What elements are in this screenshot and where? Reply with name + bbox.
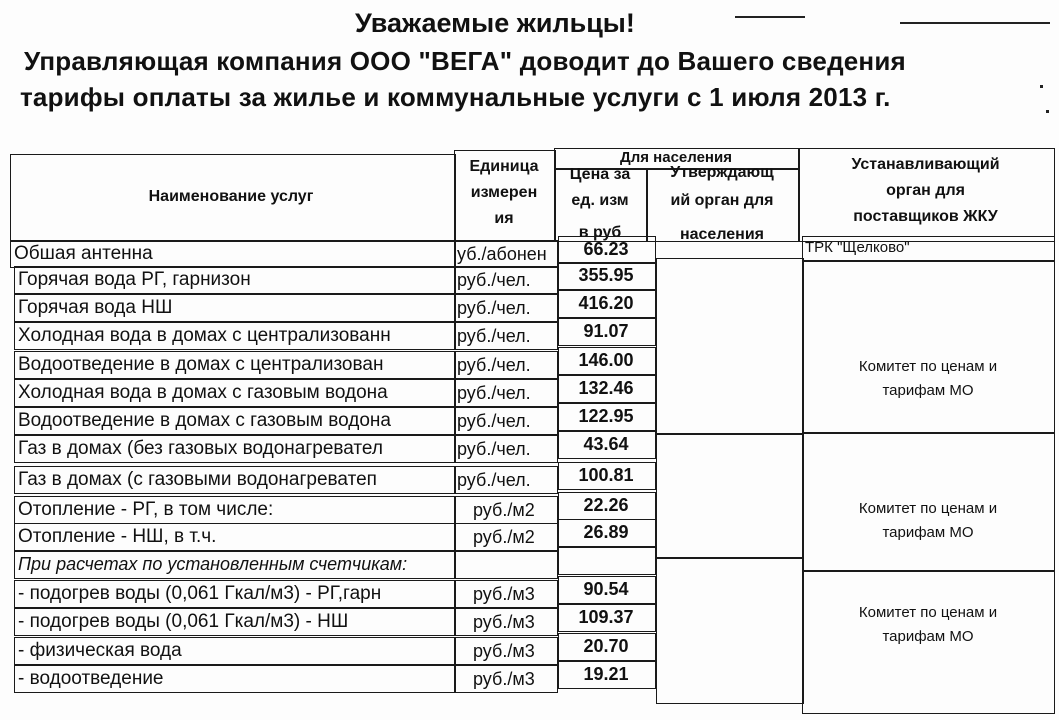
table-row-unit-cell (454, 435, 558, 463)
service-name: Холодная вода в домах с централизованн (18, 325, 391, 346)
organ-group-2: Комитет по ценам и тарифам МО (858, 500, 998, 541)
table-row-name-cell (14, 665, 456, 693)
table-row-price-cell (558, 290, 656, 318)
table-row-price-cell (558, 604, 656, 632)
header-approving-3: населения (679, 226, 765, 243)
table-row-name-cell (14, 551, 456, 579)
unit-value: руб./чел. (457, 298, 531, 318)
service-name: Водоотведение в домах с газовым водона (18, 410, 391, 431)
table-row-name-cell (10, 240, 456, 268)
unit-value: руб./м3 (473, 669, 535, 689)
service-name: При расчетах по установленным счетчикам: (18, 554, 408, 574)
notice-line-2: тарифы оплаты за жилье и коммунальные услуги с 1 июля 2013 г. (20, 82, 891, 112)
price-value: 146.00 (578, 350, 634, 370)
table-row-price-cell (558, 462, 656, 490)
price-value: 355.95 (578, 265, 634, 285)
service-name: Горячая вода НШ (18, 297, 173, 318)
header-price-2: ед. изм (571, 192, 629, 209)
header-price-1: Цена за (569, 166, 631, 183)
service-name: Газ в домах (без газовых водонагревател (18, 438, 383, 459)
table-row-price-cell (558, 492, 656, 520)
table-row-name-cell (14, 637, 456, 665)
price-value: 66.23 (583, 239, 629, 259)
header-price-cell (554, 168, 648, 242)
service-name: Отопление - РГ, в том числе: (18, 499, 274, 520)
header-unit-3: ия (494, 210, 514, 227)
table-row-name-cell (14, 379, 456, 407)
organ-group-1-cell (802, 260, 1055, 434)
service-name: Отопление - НШ, в т.ч. (18, 526, 217, 547)
table-row-price-cell (558, 403, 656, 431)
header-unit-2: измерен (470, 184, 538, 201)
table-row-unit-cell (454, 266, 558, 294)
table-row-price-cell (558, 661, 656, 689)
table-row-name-cell (14, 351, 456, 379)
price-value: 91.07 (583, 321, 629, 341)
table-row-unit-cell (454, 322, 558, 350)
header-unit-cell (454, 150, 556, 242)
unit-value: руб./чел. (457, 326, 531, 346)
service-name: - водоотведение (18, 668, 164, 689)
organ-group-1: Комитет по ценам и тарифам МО (858, 358, 998, 399)
header-population: Для населения (620, 149, 732, 166)
price-value: 122.95 (578, 406, 634, 426)
service-name: Холодная вода в домах с газовым водона (18, 382, 388, 403)
table-row-name-cell (14, 608, 456, 636)
header-approving-2: ий орган для (670, 192, 774, 209)
table-row-name-cell (14, 322, 456, 350)
header-establishing-1: Устанавливающий (851, 156, 1000, 173)
table-row-unit-cell (454, 466, 558, 494)
price-value: 19.21 (583, 664, 629, 684)
scan-mark (735, 16, 805, 18)
price-value: 100.81 (578, 465, 634, 485)
service-name: - подогрев воды (0,061 Гкал/м3) - РГ,гарн (18, 583, 382, 604)
notice-line-1: Управляющая компания ООО "ВЕГА" доводит до Вашего сведения (24, 46, 906, 76)
table-row-name-cell (14, 496, 456, 524)
unit-value: руб./чел. (457, 355, 531, 375)
unit-value: руб./м2 (473, 500, 535, 520)
header-unit-1: Единица (469, 158, 539, 175)
table-row-price-cell (558, 431, 656, 459)
table-row-name-cell (14, 294, 456, 322)
table-row-name-cell (14, 435, 456, 463)
table-row-price-cell (558, 519, 656, 547)
table-row-unit-cell (454, 407, 558, 435)
table-row-name-cell (14, 466, 456, 494)
price-value: 132.46 (578, 378, 634, 398)
unit-value: руб./чел. (457, 383, 531, 403)
table-row-unit-cell (454, 240, 558, 268)
approving-block-3 (656, 558, 804, 704)
price-value: 416.20 (578, 293, 634, 313)
header-service-cell (10, 154, 456, 242)
table-row-unit-cell (454, 637, 558, 665)
unit-value: руб./м2 (473, 527, 535, 547)
table-row-unit-cell (454, 608, 558, 636)
price-value: 109.37 (578, 607, 634, 627)
price-value: 43.64 (583, 434, 629, 454)
table-row-name-cell (14, 580, 456, 608)
notice-title: Уважаемые жильцы! (355, 8, 635, 38)
table-row-unit-cell (454, 294, 558, 322)
service-name: Обшая антенна (14, 243, 153, 264)
table-row-price-cell (558, 318, 656, 346)
unit-value: руб./м3 (473, 584, 535, 604)
header-establishing-2: орган для (886, 182, 965, 199)
table-row-name-cell (14, 523, 456, 551)
unit-value: руб./чел. (457, 470, 531, 490)
table-row-unit-cell (454, 665, 558, 693)
table-row-unit-cell (454, 523, 558, 551)
unit-value: руб./м3 (473, 612, 535, 632)
scan-mark (1046, 110, 1049, 113)
table-row-price-cell (558, 236, 656, 264)
price-value: 20.70 (583, 636, 629, 656)
table-row-unit-cell (454, 351, 558, 379)
table-row-unit-cell (454, 379, 558, 407)
organ-antenna-cell (802, 236, 1055, 262)
approving-block-2 (656, 434, 804, 558)
unit-value: уб./абонен (457, 244, 547, 264)
organ-antenna: ТРК "Щелково" (805, 239, 910, 256)
unit-value: руб./чел. (457, 411, 531, 431)
table-row-price-cell (558, 633, 656, 661)
unit-value: руб./чел. (457, 439, 531, 459)
tariff-table (10, 148, 1055, 714)
table-row-price-cell (558, 347, 656, 375)
service-name: Газ в домах (с газовыми водонагреватеп (18, 469, 377, 490)
header-service: Наименование услуг (148, 188, 314, 205)
service-name: Водоотведение в домах с централизован (18, 354, 384, 375)
header-establishing-3: поставщиков ЖКУ (853, 208, 998, 225)
table-row-price-cell (558, 547, 656, 575)
organ-group-3-cell (802, 570, 1055, 714)
scan-mark (1040, 85, 1043, 88)
service-name: - физическая вода (18, 640, 182, 661)
table-row-name-cell (14, 407, 456, 435)
price-value: 22.26 (583, 495, 629, 515)
table-row-unit-cell (454, 496, 558, 524)
scan-mark (900, 22, 1050, 24)
service-name: - подогрев воды (0,061 Гкал/м3) - НШ (18, 611, 349, 632)
price-value: 90.54 (583, 579, 629, 599)
organ-group-3: Комитет по ценам и тарифам МО (858, 604, 998, 645)
header-approving-cell (646, 164, 800, 243)
table-row-price-cell (558, 262, 656, 290)
organ-group-2-cell (802, 432, 1055, 572)
header-approving-1: Утверждающ (670, 164, 774, 181)
table-row-unit-cell (454, 551, 558, 579)
price-value: 26.89 (583, 522, 629, 542)
header-establishing-cell (798, 148, 1055, 242)
approving-block-1 (656, 258, 804, 434)
table-row-name-cell (14, 266, 456, 294)
unit-value: руб./м3 (473, 641, 535, 661)
table-row-price-cell (558, 375, 656, 403)
header-price-3: в руб (578, 224, 622, 241)
service-name: Горячая вода РГ, гарнизон (18, 269, 251, 290)
table-row-unit-cell (454, 580, 558, 608)
unit-value: руб./чел. (457, 270, 531, 290)
table-row-price-cell (558, 576, 656, 604)
